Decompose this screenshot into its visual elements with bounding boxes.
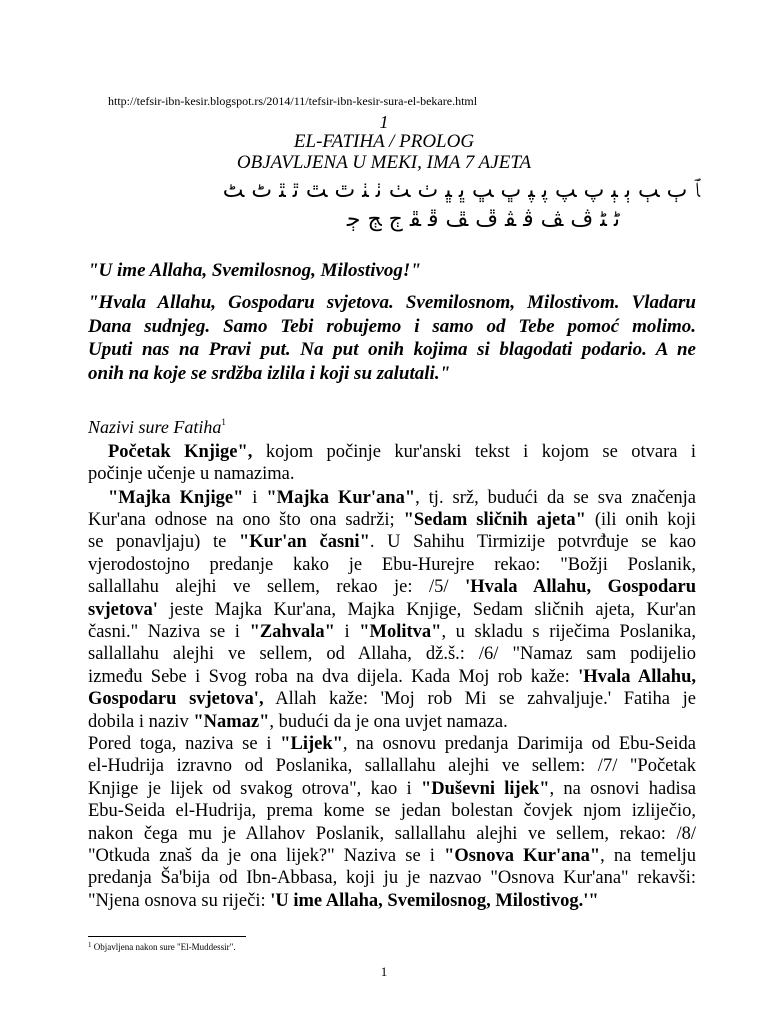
section-heading (88, 417, 226, 438)
paragraph-2 (88, 487, 696, 509)
footnote-divider (88, 936, 246, 937)
text-span: i (334, 621, 360, 642)
text-line: predanja Ša'bija od Ibn-Abbasa, koji ju je nazvao "Osnova Kur'ana" rekavši: (88, 868, 696, 889)
bold-term: "Duševni lijek" (420, 778, 550, 799)
text-line: sallallahu alejhi ve sellem, od Allaha, dž.š.: /6/ "Namaz sam podijelio (88, 644, 696, 665)
arabic-text-line-2: ﭨ ﭩ ﭪ ﭫ ﭬ ﭭ ﭮ ﭯ ﭰ ﭱ ﭲ ﭳ ﭴ (346, 207, 620, 232)
text-line (88, 509, 696, 531)
bold-term: "Osnova Kur'ana" (444, 845, 601, 866)
paragraph-2-cont (88, 509, 696, 733)
text-span: kojom počinje kur'anski tekst i kojom se otvara i (252, 442, 696, 462)
text-span: "Otkuda znaš da je ona lijek?" Naziva se i (88, 845, 445, 866)
text-line: nakon čega mu je Allahov Poslanik, sallallahu alejhi ve sellem, rekao: /8/ (88, 823, 696, 844)
bold-term: 'Hvala Allahu, (578, 666, 696, 687)
bold-term: "Kur'an časni" (238, 532, 370, 553)
text-span: časni." Naziva se i (88, 621, 250, 642)
surah-translation (88, 291, 696, 385)
bold-term: "Zahvala" (249, 621, 335, 642)
text-line (88, 688, 696, 710)
arabic-text-line-1: ﭑ ﭒ ﭓ ﭔ ﭕ ﭖ ﭗ ﭘ ﭙ ﭚ ﭛ ﭜ ﭝ ﭞ ﭟ ﭠ ﭡ ﭢ ﭣ ﭤ ﭥ ﭦ ﭧ (222, 178, 700, 203)
text-span: i (243, 488, 267, 508)
text-span: , na osnovu predanja Darimija od Ebu-Seida (342, 734, 696, 754)
verse-line: Dana sudnjeg. Samo Tebi robujemo i samo od Tebe pomoć molimo. (88, 315, 696, 337)
text-span: Allah kaže: 'Moj rob Mi se zahvaljuje.' Fatiha je (263, 689, 696, 710)
bold-term: 'Hvala Allahu, Gospodaru (465, 577, 696, 598)
text-line (88, 621, 696, 643)
bold-term: Gospodaru svjetova', (88, 689, 264, 710)
chapter-subtitle: OBJAVLJENA U MEKI, IMA 7 AJETA (236, 152, 532, 173)
text-span: . U Sahihu Tirmizije potvrđuje se kao (369, 532, 697, 553)
text-line (108, 487, 696, 509)
chapter-title: EL-FATIHA / PROLOG (293, 131, 475, 152)
text-line (88, 778, 696, 800)
text-span: se ponavljaju) te (88, 532, 239, 553)
bold-term: "Lijek" (280, 734, 343, 754)
page-number: 1 (380, 964, 388, 979)
text-line (88, 599, 696, 621)
text-line: Ebu-Seida el-Hudrija, prema kome se jedan bolestan čovjek njom izliječio, (88, 801, 696, 822)
text-span: (ili onih koji (585, 510, 697, 530)
footnote-reference[interactable]: 1 (221, 417, 226, 427)
text-line (88, 890, 696, 912)
text-line: počinje učenje u namazima. (88, 464, 295, 484)
text-line (88, 531, 696, 553)
footnote (88, 941, 236, 952)
bold-term: svjetova' (88, 599, 158, 620)
bold-term: "Majka Knjige" (108, 488, 244, 508)
text-line: el-Hudrija izravno od Poslanika, sallallahu alejhi ve sellem: /7/ "Početak (88, 756, 696, 777)
text-span: , u skladu s riječima Poslanika, (441, 621, 697, 642)
text-span: "Njena osnova su riječi: (88, 890, 271, 911)
text-span: , budući da je ona uvjet namaza. (269, 711, 508, 732)
source-url[interactable]: http://tefsir-ibn-kesir.blogspot.rs/2014/11/tefsir-ibn-kesir-sura-el-bekare.html (108, 94, 478, 108)
text-span: , tj. srž, budući da se sva značenja (415, 488, 696, 508)
chapter-number: 1 (379, 112, 389, 132)
bold-term: "Majka Kur'ana" (266, 488, 416, 508)
text-line (88, 576, 696, 598)
verse-line: onih na koje se srdžba izlila i koji su zalutali." (88, 362, 451, 384)
text-line (88, 666, 696, 688)
text-line (108, 441, 696, 463)
text-span: sallallahu alejhi ve sellem, rekao je: /5/ (88, 577, 466, 598)
bold-term: "Namaz" (193, 711, 270, 732)
text-line (88, 733, 696, 755)
bismillah-translation: "U ime Allaha, Svemilosnog, Milostivog!" (88, 260, 421, 281)
text-span: jeste Majka Kur'ana, Majka Knjige, Sedam sličnih ajeta, Kur'an (157, 599, 696, 620)
text-span: , na temelju (600, 845, 696, 866)
text-span: Knjige je lijek od svakog otrova", kao i (88, 778, 421, 799)
footnote-text: Objavljena nakon sure "El-Muddessir". (93, 942, 236, 952)
verse-line: "Hvala Allahu, Gospodaru svjetova. Svemilosnom, Milostivom. Vladaru (88, 292, 696, 313)
bold-term: Početak Knjige", (108, 442, 253, 462)
text-span: između Sebe i Svog roba na dva dijela. Kada Moj rob kaže: (88, 666, 579, 687)
bold-term: "Sedam sličnih ajeta" (403, 510, 586, 530)
bold-term: "Molitva" (359, 621, 442, 642)
verse-line: Uputi nas na Pravi put. Na put onih kojima si blagodati podario. A ne (88, 339, 696, 360)
paragraph-1-cont (88, 463, 696, 485)
text-line: vjerodostojno predanje kako je Ebu-Hurejre rekao: "Božji Poslanik, (88, 554, 696, 575)
section-heading-text: Nazivi sure Fatiha (88, 417, 222, 437)
bold-term: 'U ime Allaha, Svemilosnog, Milostivog.'" (270, 890, 599, 911)
text-span: Kur'ana odnose na ono što ona sadrži; (88, 510, 404, 530)
paragraph-3 (88, 733, 696, 912)
text-span: Pored toga, naziva se i (88, 734, 281, 754)
text-span: dobila i naziv (88, 711, 194, 732)
footnote-marker: 1 (88, 941, 92, 949)
text-span: , na osnovi hadisa (549, 778, 696, 799)
paragraph-1 (88, 441, 696, 463)
text-line (88, 711, 696, 733)
text-line (88, 845, 696, 867)
